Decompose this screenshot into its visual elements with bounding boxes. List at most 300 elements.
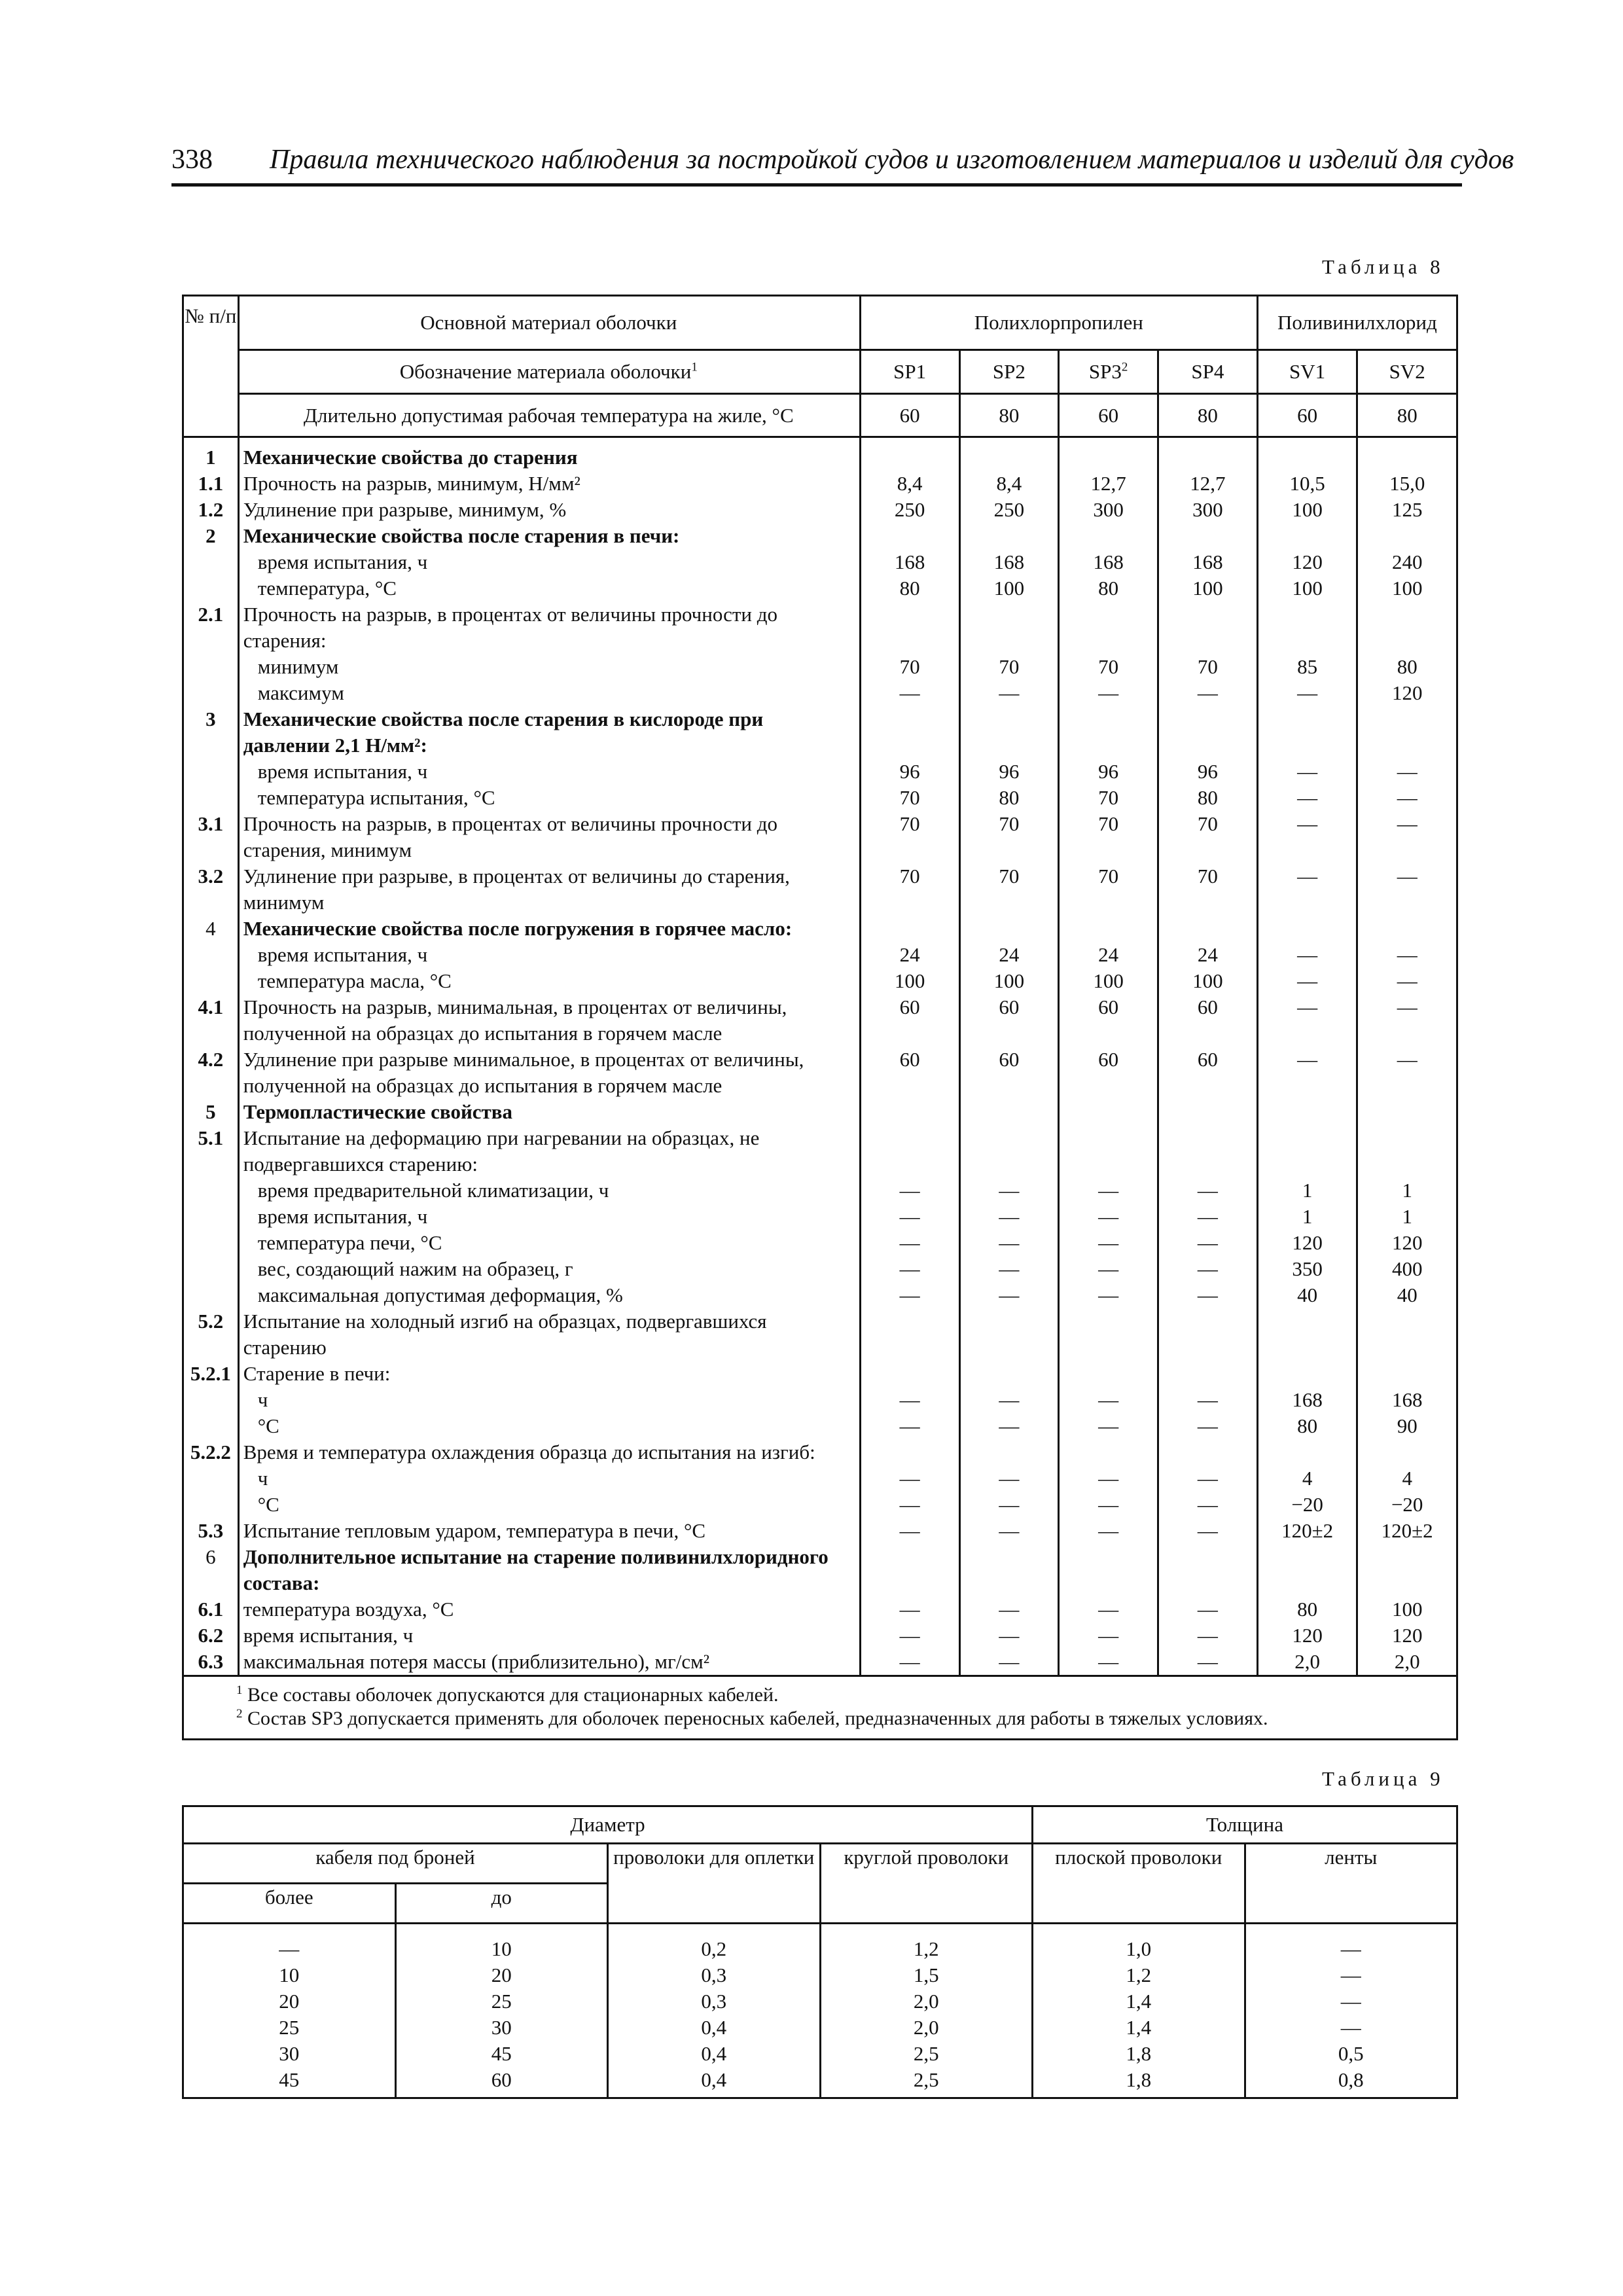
value-sp3: 60 bbox=[1059, 1047, 1158, 1099]
value-sv2: 2,0 bbox=[1357, 1649, 1457, 1676]
row-number bbox=[183, 1492, 239, 1518]
value-sv2: 400 bbox=[1357, 1256, 1457, 1282]
table-row bbox=[183, 1988, 1457, 2015]
value-sp3: — bbox=[1059, 1282, 1158, 1308]
value-sv2 bbox=[1357, 706, 1457, 759]
row-parameter: Прочность на разрыв, минимум, Н/мм² bbox=[238, 471, 860, 497]
value-sv2: 100 bbox=[1357, 1596, 1457, 1623]
row-parameter: °С bbox=[238, 1413, 860, 1439]
cell-braid-wire: 0,4 bbox=[608, 2067, 821, 2098]
header-flat-wire: плоской проволоки bbox=[1033, 1844, 1245, 1924]
value-sp4: — bbox=[1158, 1387, 1258, 1413]
cell-over: 20 bbox=[183, 1988, 396, 2015]
value-sp2: 100 bbox=[959, 575, 1059, 601]
table-row bbox=[183, 942, 1457, 968]
value-sp3 bbox=[1059, 601, 1158, 654]
row-number bbox=[183, 785, 239, 811]
table-row bbox=[183, 437, 1457, 471]
value-sp2: — bbox=[959, 1465, 1059, 1492]
value-sp1: — bbox=[860, 1387, 959, 1413]
value-sp1: 70 bbox=[860, 863, 959, 916]
value-sp2 bbox=[959, 1099, 1059, 1125]
value-sv1: — bbox=[1257, 942, 1357, 968]
value-sp2: — bbox=[959, 1518, 1059, 1544]
row-parameter: Удлинение при разрыве минимальное, в процентах от величины, полученной на образцах до испытания в горячем масле bbox=[238, 1047, 860, 1099]
value-sv1 bbox=[1257, 601, 1357, 654]
row-parameter: ч bbox=[238, 1387, 860, 1413]
value-sv1: 10,5 bbox=[1257, 471, 1357, 497]
row-number bbox=[183, 1177, 239, 1204]
table-row bbox=[183, 1623, 1457, 1649]
value-sp4 bbox=[1158, 437, 1258, 471]
value-sp1: — bbox=[860, 680, 959, 706]
value-sp2: 250 bbox=[959, 497, 1059, 523]
row-parameter: Термопластические свойства bbox=[238, 1099, 860, 1125]
cell-tape: — bbox=[1245, 1962, 1457, 1988]
row-number: 6.2 bbox=[183, 1623, 239, 1649]
table9-caption: Таблица 9 bbox=[1322, 1767, 1444, 1790]
table-row bbox=[183, 549, 1457, 575]
value-sp3 bbox=[1059, 1439, 1158, 1465]
value-sv2: 120 bbox=[1357, 1623, 1457, 1649]
header-temperature: Длительно допустимая рабочая температура на жиле, °С bbox=[238, 394, 860, 437]
value-sp4 bbox=[1158, 523, 1258, 549]
temp-sv2: 80 bbox=[1357, 394, 1457, 437]
value-sp3: 12,7 bbox=[1059, 471, 1158, 497]
value-sp2: 80 bbox=[959, 785, 1059, 811]
value-sp3: — bbox=[1059, 1649, 1158, 1676]
row-number: 6 bbox=[183, 1544, 239, 1596]
row-parameter: Испытание тепловым ударом, температура в печи, °С bbox=[238, 1518, 860, 1544]
cell-to: 25 bbox=[395, 1988, 608, 2015]
value-sv1: — bbox=[1257, 994, 1357, 1047]
value-sp3: 70 bbox=[1059, 863, 1158, 916]
value-sp2: 96 bbox=[959, 759, 1059, 785]
header-group-polychloropropylene: Полихлорпропилен bbox=[860, 296, 1257, 350]
code-sp3 bbox=[1059, 350, 1158, 394]
value-sv1: — bbox=[1257, 968, 1357, 994]
table-row bbox=[183, 1544, 1457, 1596]
value-sp4: 60 bbox=[1158, 1047, 1258, 1099]
cell-over: 10 bbox=[183, 1962, 396, 1988]
row-number: 5.2.1 bbox=[183, 1361, 239, 1387]
value-sv1: 120 bbox=[1257, 1623, 1357, 1649]
value-sv1 bbox=[1257, 1099, 1357, 1125]
value-sp3: — bbox=[1059, 680, 1158, 706]
value-sp3 bbox=[1059, 1125, 1158, 1177]
cell-tape: 0,5 bbox=[1245, 2041, 1457, 2067]
header-over: более bbox=[183, 1884, 396, 1924]
cell-flat-wire: 1,2 bbox=[1033, 1962, 1245, 1988]
value-sv2 bbox=[1357, 1544, 1457, 1596]
value-sp4: 70 bbox=[1158, 811, 1258, 863]
cell-over: 25 bbox=[183, 2015, 396, 2041]
value-sv2: 40 bbox=[1357, 1282, 1457, 1308]
value-sp3 bbox=[1059, 706, 1158, 759]
value-sp4: 12,7 bbox=[1158, 471, 1258, 497]
row-number: 1 bbox=[183, 437, 239, 471]
value-sv2: — bbox=[1357, 785, 1457, 811]
cell-to: 20 bbox=[395, 1962, 608, 1988]
value-sp1: — bbox=[860, 1282, 959, 1308]
value-sp2: — bbox=[959, 1177, 1059, 1204]
value-sv1 bbox=[1257, 523, 1357, 549]
row-parameter: время предварительной климатизации, ч bbox=[238, 1177, 860, 1204]
cell-round-wire: 2,0 bbox=[820, 2015, 1033, 2041]
value-sp1: 100 bbox=[860, 968, 959, 994]
value-sv2: 1 bbox=[1357, 1177, 1457, 1204]
footnote-2-mark: 2 bbox=[236, 1707, 243, 1721]
temp-sp3: 60 bbox=[1059, 394, 1158, 437]
value-sv1: — bbox=[1257, 785, 1357, 811]
table-row bbox=[183, 1465, 1457, 1492]
value-sv2: 120 bbox=[1357, 680, 1457, 706]
row-number: 5.2.2 bbox=[183, 1439, 239, 1465]
value-sp3: — bbox=[1059, 1492, 1158, 1518]
cell-over: 45 bbox=[183, 2067, 396, 2098]
value-sp1 bbox=[860, 601, 959, 654]
value-sp3: 70 bbox=[1059, 785, 1158, 811]
value-sv2: 120±2 bbox=[1357, 1518, 1457, 1544]
footnote-ref-2: 2 bbox=[1121, 360, 1128, 374]
value-sp2: — bbox=[959, 680, 1059, 706]
cell-tape: — bbox=[1245, 2015, 1457, 2041]
value-sp1: — bbox=[860, 1492, 959, 1518]
value-sv2: 125 bbox=[1357, 497, 1457, 523]
value-sp4: — bbox=[1158, 1413, 1258, 1439]
row-number: 3.2 bbox=[183, 863, 239, 916]
table-row bbox=[183, 497, 1457, 523]
cell-to: 45 bbox=[395, 2041, 608, 2067]
header-diameter: Диаметр bbox=[183, 1806, 1033, 1844]
value-sp3: — bbox=[1059, 1204, 1158, 1230]
value-sp2: — bbox=[959, 1282, 1059, 1308]
cell-round-wire: 2,0 bbox=[820, 1988, 1033, 2015]
value-sv2 bbox=[1357, 601, 1457, 654]
value-sp1: — bbox=[860, 1204, 959, 1230]
value-sp4: — bbox=[1158, 1518, 1258, 1544]
value-sv1: 80 bbox=[1257, 1596, 1357, 1623]
value-sv2 bbox=[1357, 437, 1457, 471]
value-sv2 bbox=[1357, 1099, 1457, 1125]
value-sp2: 60 bbox=[959, 1047, 1059, 1099]
value-sv2: — bbox=[1357, 994, 1457, 1047]
table-row bbox=[183, 2067, 1457, 2098]
row-number: 2.1 bbox=[183, 601, 239, 654]
value-sp2: — bbox=[959, 1492, 1059, 1518]
value-sp3: 100 bbox=[1059, 968, 1158, 994]
value-sp1: — bbox=[860, 1230, 959, 1256]
value-sv2: — bbox=[1357, 942, 1457, 968]
row-parameter: время испытания, ч bbox=[238, 942, 860, 968]
value-sp1 bbox=[860, 1308, 959, 1361]
value-sv2: — bbox=[1357, 759, 1457, 785]
value-sv2: 90 bbox=[1357, 1413, 1457, 1439]
table-row bbox=[183, 1204, 1457, 1230]
value-sp4: — bbox=[1158, 1177, 1258, 1204]
value-sv1: — bbox=[1257, 863, 1357, 916]
value-sp3: — bbox=[1059, 1596, 1158, 1623]
value-sp2: 8,4 bbox=[959, 471, 1059, 497]
value-sp2: 70 bbox=[959, 654, 1059, 680]
value-sp1: 80 bbox=[860, 575, 959, 601]
row-parameter: Дополнительное испытание на старение поливинилхлоридного состава: bbox=[238, 1544, 860, 1596]
cell-round-wire: 1,2 bbox=[820, 1924, 1033, 1963]
cell-flat-wire: 1,0 bbox=[1033, 1924, 1245, 1963]
table-row bbox=[183, 1596, 1457, 1623]
value-sv1 bbox=[1257, 706, 1357, 759]
value-sp1 bbox=[860, 1439, 959, 1465]
value-sv1: 80 bbox=[1257, 1413, 1357, 1439]
row-parameter: время испытания, ч bbox=[238, 1204, 860, 1230]
value-sv1: 350 bbox=[1257, 1256, 1357, 1282]
row-number: 6.1 bbox=[183, 1596, 239, 1623]
value-sp4: 24 bbox=[1158, 942, 1258, 968]
table-row bbox=[183, 785, 1457, 811]
table-row bbox=[183, 1047, 1457, 1099]
value-sv1: 85 bbox=[1257, 654, 1357, 680]
running-head bbox=[171, 143, 1514, 187]
value-sv2: 100 bbox=[1357, 575, 1457, 601]
cell-round-wire: 2,5 bbox=[820, 2067, 1033, 2098]
table-row bbox=[183, 759, 1457, 785]
value-sp4 bbox=[1158, 1439, 1258, 1465]
table-row bbox=[183, 1308, 1457, 1361]
footnote-ref-1: 1 bbox=[691, 360, 698, 374]
value-sp4: 300 bbox=[1158, 497, 1258, 523]
footnote-1 bbox=[236, 1683, 1456, 1707]
value-sv2 bbox=[1357, 1439, 1457, 1465]
value-sp3 bbox=[1059, 916, 1158, 942]
value-sp4: — bbox=[1158, 1204, 1258, 1230]
row-parameter: Испытание на деформацию при нагревании на образцах, не подвергавшихся старению: bbox=[238, 1125, 860, 1177]
value-sp4 bbox=[1158, 1308, 1258, 1361]
value-sv1: −20 bbox=[1257, 1492, 1357, 1518]
row-parameter: Механические свойства после старения в печи: bbox=[238, 523, 860, 549]
row-parameter: температура испытания, °С bbox=[238, 785, 860, 811]
header-to: до bbox=[395, 1884, 608, 1924]
value-sp2 bbox=[959, 1544, 1059, 1596]
cell-flat-wire: 1,4 bbox=[1033, 2015, 1245, 2041]
value-sp3 bbox=[1059, 1361, 1158, 1387]
value-sp4: — bbox=[1158, 680, 1258, 706]
value-sp3 bbox=[1059, 1308, 1158, 1361]
row-number bbox=[183, 1256, 239, 1282]
value-sp3 bbox=[1059, 437, 1158, 471]
value-sp4 bbox=[1158, 1544, 1258, 1596]
value-sv2: — bbox=[1357, 811, 1457, 863]
value-sp4: 70 bbox=[1158, 654, 1258, 680]
row-parameter: время испытания, ч bbox=[238, 759, 860, 785]
value-sp2 bbox=[959, 1361, 1059, 1387]
value-sp2: — bbox=[959, 1596, 1059, 1623]
row-number: 4.1 bbox=[183, 994, 239, 1047]
value-sv1: 100 bbox=[1257, 575, 1357, 601]
code-sv2: SV2 bbox=[1357, 350, 1457, 394]
value-sp1 bbox=[860, 523, 959, 549]
value-sv2 bbox=[1357, 1308, 1457, 1361]
row-parameter: ч bbox=[238, 1465, 860, 1492]
value-sp3: 168 bbox=[1059, 549, 1158, 575]
value-sp2: 24 bbox=[959, 942, 1059, 968]
value-sv1: 120 bbox=[1257, 1230, 1357, 1256]
value-sp4: — bbox=[1158, 1596, 1258, 1623]
table9-body bbox=[183, 1924, 1457, 2098]
value-sp3: 70 bbox=[1059, 811, 1158, 863]
table-row bbox=[183, 575, 1457, 601]
value-sp1: — bbox=[860, 1465, 959, 1492]
value-sv2: 80 bbox=[1357, 654, 1457, 680]
value-sp4: 60 bbox=[1158, 994, 1258, 1047]
value-sv2: −20 bbox=[1357, 1492, 1457, 1518]
row-number bbox=[183, 1413, 239, 1439]
value-sp1 bbox=[860, 916, 959, 942]
header-designation-text: Обозначение материала оболочки bbox=[399, 360, 692, 383]
value-sp2 bbox=[959, 437, 1059, 471]
table-row bbox=[183, 1230, 1457, 1256]
row-parameter: Механические свойства после старения в кислороде при давлении 2,1 Н/мм²: bbox=[238, 706, 860, 759]
table-row bbox=[183, 994, 1457, 1047]
row-number bbox=[183, 654, 239, 680]
row-parameter: время испытания, ч bbox=[238, 549, 860, 575]
value-sp2: — bbox=[959, 1256, 1059, 1282]
value-sv1 bbox=[1257, 1308, 1357, 1361]
temp-sp4: 80 bbox=[1158, 394, 1258, 437]
header-material: Основной материал оболочки bbox=[238, 296, 860, 350]
footnote-2-text: Состав SP3 допускается применять для оболочек переносных кабелей, предназначенных для работы в тяжелых условиях. bbox=[242, 1708, 1268, 1729]
table-row bbox=[183, 1282, 1457, 1308]
value-sv1: 1 bbox=[1257, 1204, 1357, 1230]
row-parameter: время испытания, ч bbox=[238, 1623, 860, 1649]
code-sp2: SP2 bbox=[959, 350, 1059, 394]
value-sp1 bbox=[860, 706, 959, 759]
code-sp3-text: SP3 bbox=[1088, 360, 1122, 383]
value-sp2: — bbox=[959, 1204, 1059, 1230]
header-tape: ленты bbox=[1245, 1844, 1457, 1924]
value-sp2: 70 bbox=[959, 863, 1059, 916]
value-sp1: 8,4 bbox=[860, 471, 959, 497]
value-sp2 bbox=[959, 1308, 1059, 1361]
header-num: № п/п bbox=[183, 296, 239, 437]
row-number bbox=[183, 968, 239, 994]
value-sp2: 168 bbox=[959, 549, 1059, 575]
value-sp4: 80 bbox=[1158, 785, 1258, 811]
table-row bbox=[183, 706, 1457, 759]
header-group-pvc: Поливинилхлорид bbox=[1257, 296, 1457, 350]
footnote-2 bbox=[236, 1707, 1456, 1731]
value-sp2 bbox=[959, 706, 1059, 759]
value-sp1: 70 bbox=[860, 654, 959, 680]
row-parameter: Прочность на разрыв, минимальная, в процентах от величины, полученной на образцах до испытания в горячем масле bbox=[238, 994, 860, 1047]
value-sp4: — bbox=[1158, 1230, 1258, 1256]
value-sp2 bbox=[959, 1439, 1059, 1465]
row-parameter: температура масла, °С bbox=[238, 968, 860, 994]
cell-braid-wire: 0,4 bbox=[608, 2015, 821, 2041]
row-parameter: Удлинение при разрыве, минимум, % bbox=[238, 497, 860, 523]
row-number: 4 bbox=[183, 916, 239, 942]
header-thickness: Толщина bbox=[1033, 1806, 1457, 1844]
value-sp2 bbox=[959, 523, 1059, 549]
value-sv1 bbox=[1257, 1125, 1357, 1177]
value-sp3: 80 bbox=[1059, 575, 1158, 601]
row-number bbox=[183, 1230, 239, 1256]
value-sv1 bbox=[1257, 1361, 1357, 1387]
value-sp2 bbox=[959, 916, 1059, 942]
table-row bbox=[183, 1177, 1457, 1204]
value-sp1: 250 bbox=[860, 497, 959, 523]
value-sv2 bbox=[1357, 1361, 1457, 1387]
table8-footnotes bbox=[183, 1676, 1457, 1740]
cell-tape: — bbox=[1245, 1988, 1457, 2015]
table-row bbox=[183, 680, 1457, 706]
value-sp4: 96 bbox=[1158, 759, 1258, 785]
value-sv2: — bbox=[1357, 863, 1457, 916]
table-row bbox=[183, 1099, 1457, 1125]
value-sv1: 1 bbox=[1257, 1177, 1357, 1204]
cell-braid-wire: 0,3 bbox=[608, 1988, 821, 2015]
value-sp1: — bbox=[860, 1256, 959, 1282]
value-sp4 bbox=[1158, 1361, 1258, 1387]
cell-to: 30 bbox=[395, 2015, 608, 2041]
value-sv1: 100 bbox=[1257, 497, 1357, 523]
value-sp3: 300 bbox=[1059, 497, 1158, 523]
row-number: 3.1 bbox=[183, 811, 239, 863]
running-title: Правила технического наблюдения за постройкой судов и изготовлением материалов и изделий для судов bbox=[270, 145, 1514, 175]
row-number: 5 bbox=[183, 1099, 239, 1125]
value-sp3: 96 bbox=[1059, 759, 1158, 785]
table-row bbox=[183, 1413, 1457, 1439]
table-row bbox=[183, 863, 1457, 916]
row-parameter: °С bbox=[238, 1492, 860, 1518]
code-sp1: SP1 bbox=[860, 350, 959, 394]
row-parameter: температура печи, °С bbox=[238, 1230, 860, 1256]
table-row bbox=[183, 2041, 1457, 2067]
value-sv2: — bbox=[1357, 968, 1457, 994]
value-sv2: 240 bbox=[1357, 549, 1457, 575]
row-number: 1.1 bbox=[183, 471, 239, 497]
value-sp3: — bbox=[1059, 1177, 1158, 1204]
value-sp1: 96 bbox=[860, 759, 959, 785]
table-row bbox=[183, 654, 1457, 680]
table-row bbox=[183, 1256, 1457, 1282]
value-sp1: — bbox=[860, 1649, 959, 1676]
value-sp4 bbox=[1158, 706, 1258, 759]
value-sp3: — bbox=[1059, 1230, 1158, 1256]
value-sp2 bbox=[959, 601, 1059, 654]
row-number: 6.3 bbox=[183, 1649, 239, 1676]
table-row bbox=[183, 916, 1457, 942]
table-row bbox=[183, 471, 1457, 497]
value-sp3: — bbox=[1059, 1387, 1158, 1413]
value-sp4 bbox=[1158, 1099, 1258, 1125]
value-sv1: 120±2 bbox=[1257, 1518, 1357, 1544]
row-number bbox=[183, 575, 239, 601]
cell-over: — bbox=[183, 1924, 396, 1963]
value-sp2: 70 bbox=[959, 811, 1059, 863]
value-sp1: 60 bbox=[860, 1047, 959, 1099]
row-parameter: Механические свойства до старения bbox=[238, 437, 860, 471]
table-row bbox=[183, 601, 1457, 654]
cell-tape: — bbox=[1245, 1924, 1457, 1963]
cell-flat-wire: 1,8 bbox=[1033, 2041, 1245, 2067]
value-sp1: 168 bbox=[860, 549, 959, 575]
table-row bbox=[183, 811, 1457, 863]
value-sv2: 1 bbox=[1357, 1204, 1457, 1230]
row-parameter: Испытание на холодный изгиб на образцах, подвергавшихся старению bbox=[238, 1308, 860, 1361]
row-parameter: Удлинение при разрыве, в процентах от величины до старения, минимум bbox=[238, 863, 860, 916]
value-sp4: 168 bbox=[1158, 549, 1258, 575]
value-sp1: — bbox=[860, 1177, 959, 1204]
